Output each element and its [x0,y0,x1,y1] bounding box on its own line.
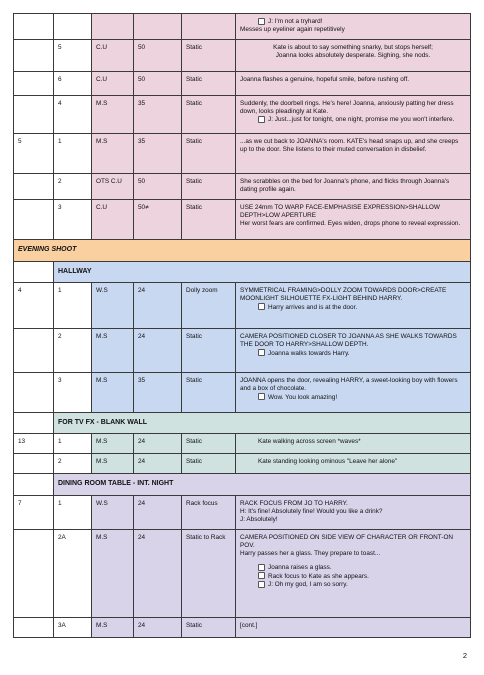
movement-cell: Static [182,454,236,474]
section-title: EVENING SHOOT [14,240,471,262]
description-line [240,220,466,228]
scene-cell [14,262,54,283]
shot-size-cell: C.U [92,200,134,240]
lens-cell: 24 [134,454,182,474]
lens-cell: 50 [134,72,182,96]
movement-cell: Static [182,174,236,200]
lens-cell: 24 [134,529,182,617]
description-line [240,550,466,558]
description-line [240,458,466,466]
description-line [240,204,466,220]
description-line [240,534,466,550]
line-text: Harry arrives and is at the door. [268,303,358,311]
scene-cell [14,454,54,474]
location-title: HALLWAY [54,262,471,283]
line-text: Kate standing looking ominous "Leave her alone" [258,458,398,466]
shot-size-cell: OTS C.U [92,174,134,200]
page-number: 2 [462,651,467,660]
checklist-item [240,564,466,572]
description-cell [236,617,471,637]
shot-row [14,495,471,529]
location-title: DINING ROOM TABLE - INT. NIGHT [54,474,471,495]
checkbox[interactable] [258,564,265,571]
shot-number-cell: 5 [54,40,92,72]
movement-cell: Static [182,329,236,373]
shot-row [14,174,471,200]
description-line [240,44,466,52]
line-text: J: Just...just for tonight, one night, promise me you won't interfere. [268,116,455,124]
line-text: Suddenly, the doorbell rings. He's here! Joanna, anxiously patting her dress down, looks pleadingly at Kate. [240,100,454,116]
shot-number-cell: 2 [54,454,92,474]
movement-cell: Rack focus [182,495,236,529]
scene-cell [14,200,54,240]
location-row [14,474,471,495]
line-text: Joanna flashes a genuine, hopeful smile, before rushing off. [240,76,409,83]
lens-cell: 24 [134,329,182,373]
shot-row [14,200,471,240]
description-line [240,622,466,630]
description-line [240,516,466,524]
lens-cell: 24 [134,495,182,529]
description-line [240,178,466,194]
shot-size-cell: M.S [92,329,134,373]
line-text: CAMERA POSITIONED CLOSER TO JOANNA AS SHE WALKS TOWARDS THE DOOR TO HARRY>SHALLOW DEPTH. [240,333,457,349]
description-line [240,26,466,34]
description-line [240,138,466,154]
description-line [240,508,466,516]
shot-row [14,96,471,134]
description-cell [236,373,471,413]
shot-row [14,373,471,413]
scene-cell [14,72,54,96]
shot-size-cell: M.S [92,134,134,174]
line-text: [cont.] [240,621,258,629]
shot-row [14,72,471,96]
description-cell [236,40,471,72]
scene-cell [14,413,54,434]
line-text: Joanna walks towards Harry. [268,349,350,357]
checkbox[interactable] [258,581,265,588]
line-text: SYMMETRICAL FRAMING>DOLLY ZOOM TOWARDS DOOR>CREATE MOONLIGHT SILHOUETTE FX-LIGHT BEHIND HARRY. [240,287,447,303]
shot-number-cell: 4 [54,96,92,134]
checkbox[interactable] [258,393,265,400]
location-title: FOR TV FX - BLANK WALL [54,413,471,434]
description-cell [236,14,471,40]
shot-size-cell: M.S [92,373,134,413]
lens-cell: 35 [134,96,182,134]
line-text: Joanna looks absolutely desperate. Sighing, she nods. [275,52,431,60]
line-text: Joanna raises a glass. [268,564,332,572]
shot-list-table [13,13,471,638]
shot-size-cell: M.S [92,617,134,637]
movement-cell: Static [182,96,236,134]
shot-row [14,529,471,617]
line-text: JOANNA opens the door, revealing HARRY, a sweet-looking boy with flowers and a box of chocolate. [240,377,458,393]
scene-cell [14,373,54,413]
movement-cell: Static [182,134,236,174]
description-cell [236,434,471,454]
shot-list-sheet [13,13,470,638]
shot-row [14,434,471,454]
line-text: Rack focus to Kate as she appears. [268,572,369,580]
shot-list-body [14,14,471,638]
line-text: USE 24mm TO WARP FACE-EMPHASISE EXPRESSION>SHALLOW DEPTH>LOW APERTURE [240,204,440,220]
shot-number-cell: 3 [54,200,92,240]
scene-cell [14,529,54,617]
scene-cell: 13 [14,434,54,454]
scene-cell [14,617,54,637]
line-text: Kate is about to say something snarky, but stops herself; [273,44,433,51]
line-text: H: It's fine! Absolutely fine! Would you like a drink? [240,507,383,515]
shot-row [14,14,471,40]
lens-cell [134,14,182,40]
checkbox[interactable] [258,572,265,579]
shot-size-cell: M.S [92,454,134,474]
checklist-item [240,350,466,358]
checkbox[interactable] [258,349,265,356]
shot-row [14,40,471,72]
lens-cell: 24 [134,617,182,637]
checklist-item [240,116,466,124]
scene-cell: 5 [14,134,54,174]
lens-cell: 50 [134,174,182,200]
description-cell [236,454,471,474]
description-cell [236,495,471,529]
shot-number-cell: 2 [54,174,92,200]
shot-row [14,617,471,637]
description-line [240,52,466,60]
lens-cell: 50≠ [134,200,182,240]
line-text: Kate walking across screen *waves* [258,438,361,446]
line-text: Harry passes her a glass. They prepare to toast... [240,550,381,558]
movement-cell: Dolly zoom [182,283,236,329]
description-cell [236,200,471,240]
line-text: Messes up eyeliner again repetitively [240,26,345,34]
movement-cell: Static [182,200,236,240]
line-text: Wow. You look amazing! [268,393,338,401]
movement-cell: Static [182,617,236,637]
shot-size-cell: W.S [92,283,134,329]
line-text: CAMERA POSITIONED ON SIDE VIEW OF CHARACTER OR FRONT-ON POV. [240,533,454,549]
shot-size-cell: M.S [92,96,134,134]
scene-cell [14,329,54,373]
lens-cell: 24 [134,434,182,454]
line-text: Her worst fears are confirmed. Eyes widen, drops phone to reveal expression. [240,220,461,228]
shot-row [14,454,471,474]
section-row [14,240,471,262]
shot-row [14,329,471,373]
shot-row [14,283,471,329]
shot-size-cell: W.S [92,495,134,529]
movement-cell: Static to Rack [182,529,236,617]
description-cell [236,134,471,174]
scene-cell: 7 [14,495,54,529]
description-line [240,333,466,349]
scene-cell: 4 [14,283,54,329]
movement-cell: Static [182,434,236,454]
description-cell [236,174,471,200]
description-line [240,100,466,116]
line-text: J: I'm not a tryhard! [268,18,323,26]
shot-number-cell: 3A [54,617,92,637]
shot-number-cell: 2A [54,529,92,617]
shot-number-cell: 2 [54,329,92,373]
checkbox[interactable] [258,116,265,123]
lens-cell: 50 [134,40,182,72]
shot-row [14,134,471,174]
scene-cell [14,96,54,134]
line-text: RACK FOCUS FROM JO TO HARRY. [240,499,348,507]
lens-cell: 24 [134,283,182,329]
description-line [240,287,466,303]
description-cell [236,529,471,617]
description-cell [236,283,471,329]
checklist-item [240,581,466,589]
checkbox[interactable] [258,18,265,25]
description-line [240,76,466,84]
lens-cell: 35 [134,373,182,413]
scene-cell [14,40,54,72]
scene-cell [14,474,54,495]
location-row [14,262,471,283]
line-text: She scrabbles on the bed for Joanna's phone, and flicks through Joanna's dating profile again. [240,178,450,194]
shot-size-cell: C.U [92,72,134,96]
checklist-item [240,394,466,402]
location-row [14,413,471,434]
shot-number-cell [54,14,92,40]
description-cell [236,96,471,134]
checklist-item [240,18,466,26]
shot-number-cell: 1 [54,434,92,454]
movement-cell: Static [182,40,236,72]
checklist-item [240,573,466,581]
scene-cell [14,14,54,40]
checkbox[interactable] [258,303,265,310]
description-line [240,438,466,446]
description-cell [236,72,471,96]
description-line [240,377,466,393]
line-text: ...as we cut back to JOANNA's room. KATE's head snaps up, and she creeps up to the door. She listens to their muted conversation in disbelief. [240,138,459,154]
shot-size-cell [92,14,134,40]
shot-number-cell: 1 [54,283,92,329]
shot-number-cell: 3 [54,373,92,413]
line-text: J: Oh my god, I am so sorry. [268,581,348,589]
shot-size-cell: C.U [92,40,134,72]
line-text: J: Absolutely! [240,516,278,524]
shot-number-cell: 1 [54,134,92,174]
description-line [240,500,466,508]
movement-cell: Static [182,72,236,96]
shot-size-cell: M.S [92,529,134,617]
movement-cell [182,14,236,40]
checklist-item [240,304,466,312]
lens-cell: 35 [134,134,182,174]
description-cell [236,329,471,373]
shot-size-cell: M.S [92,434,134,454]
shot-number-cell: 1 [54,495,92,529]
shot-number-cell: 6 [54,72,92,96]
scene-cell [14,174,54,200]
movement-cell: Static [182,373,236,413]
